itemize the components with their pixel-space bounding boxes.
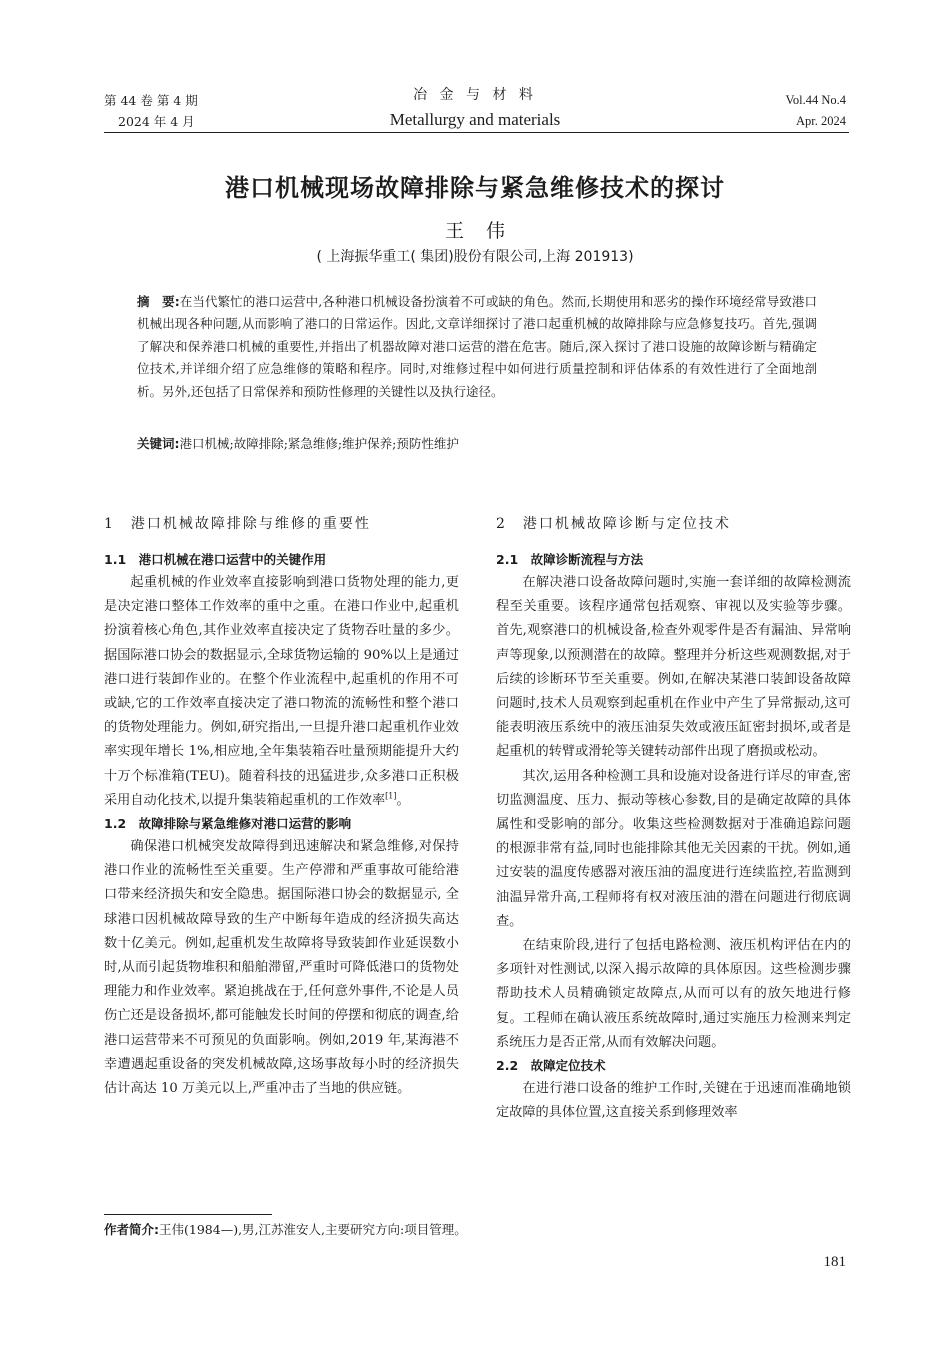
abstract-label: 摘 要: bbox=[137, 294, 180, 309]
issue-date: 2024 年 4 月 bbox=[118, 114, 195, 129]
section-2-1-paragraph-1: 在解决港口设备故障问题时,实施一套详细的故障检测流程至关重要。该程序通常包括观察、审视以及实验等步骤。首先,观察港口的机械设备,检查外观零件是否有漏油、异常响声等现象,以预测潜在的故障。整理并分析这些观测数据,对于后续的诊断环节至关重要。例如,在解决某港口装卸设备故障问题时,技术人员观察到起重机在作业中产生了异常振动,这可能表明液压系统中的液压油泵失效或液压缸密封损坏,或者是起重机的转臂或滑轮等关键转动部件出现了磨损或松动。 bbox=[496, 575, 851, 760]
journal-name-cn: 冶 金 与 材 料 bbox=[413, 87, 537, 103]
volume-issue-en: Vol.44 No.4 bbox=[785, 93, 846, 107]
section-2-2-paragraph: 在进行港口设备的维护工作时,关键在于迅速而准确地锁定故障的具体位置,这直接关系到修理效率 bbox=[496, 1081, 851, 1121]
citation-ref: [1] bbox=[385, 791, 397, 801]
author-footnote bbox=[104, 1220, 467, 1240]
section-2-1-paragraph-2: 其次,运用各种检测工具和设施对设备进行详尽的审查,密切监测温度、压力、振动等核心参数,目的是确定故障的具体属性和受影响的部分。收集这些检测数据对于准确追踪问题的根源非常有益,同时也能排除其他无关因素的干扰。例如,通过安装的温度传感器对液压油的温度进行连续监控,若监测到油温异常升高,工程师将有权对液压油的潜在问题进行彻底调查。 bbox=[496, 768, 851, 929]
running-header-right bbox=[785, 90, 846, 132]
section-2-1-paragraph-3: 在结束阶段,进行了包括电路检测、液压机构评估在内的多项针对性测试,以深入揭示故障的具体原因。这些检测步骤帮助技术人员精确锁定故障点,从而可以有的放矢地进行修复。工程师在确认液压系统故障时,通过实施压力检测来判定系统压力是否正常,从而有效解决问题。 bbox=[496, 938, 851, 1050]
section-1-1-heading: 1.1 港口机械在港口运营中的关键作用 bbox=[104, 552, 327, 567]
footnote-label: 作者简介: bbox=[104, 1222, 159, 1237]
section-1-1-paragraph bbox=[104, 571, 459, 813]
footnote-rule bbox=[104, 1214, 272, 1215]
keywords-label: 关键词: bbox=[137, 436, 180, 451]
paper-title: 港口机械现场故障排除与紧急维修技术的探讨 bbox=[225, 174, 725, 202]
author-name: 王伟 bbox=[444, 220, 527, 242]
keywords bbox=[137, 434, 817, 454]
header-rule bbox=[104, 132, 849, 133]
section-1-1-end: 。 bbox=[396, 792, 410, 808]
section-2-2-heading: 2.2 故障定位技术 bbox=[496, 1058, 606, 1074]
section-1-heading: 1 港口机械故障排除与维修的重要性 bbox=[104, 516, 371, 532]
page-number: 181 bbox=[823, 1254, 846, 1270]
section-1-2-paragraph: 确保港口机械突发故障得到迅速解决和紧急维修,对保持港口作业的流畅性至关重要。生产停滞和严重事故可能给港口带来经济损失和安全隐患。据国际港口协会的数据显示, 全球港口因机械故障导致的生产中断每年造成的经济损失高达数十亿美元。例如,起重机发生故障将导致装卸作业延误数小时,从而引起货物堆积和船舶滞留,严重时可降低港口的货物处理能力和作业效率。紧迫挑战在于,任何意外事件,不论是人员伤亡还是设备损坏,都可能触发长时间的停摆和彻底的调查,给港口运营带来不可预见的负面影响。例如,2019 年,某海港不幸遭遇起重设备的突发机械故障,这场事故每小时的经济损失估计高达 10 万美元以上,严重冲击了当地的供应链。 bbox=[104, 839, 459, 1097]
footnote-text: 王伟(1984—),男,江苏淮安人,主要研究方向:项目管理。 bbox=[159, 1222, 467, 1237]
section-1-1-text: 起重机械的作业效率直接影响到港口货物处理的能力,更是决定港口整体工作效率的重中之重。在港口作业中,起重机扮演着核心角色,其作业效率直接决定了货物吞吐量的多少。据国际港口协会的数据显示,全球货物运输的 90%以上是通过港口进行装卸作业的。在整个作业流程中,起重机的作用不可或缺,它的工作效率直接决定了港口物流的流畅性和整个港口的货物处理能力。例如,研究指出,一旦提升港口起重机作业效率实现年增长 1%,相应地,全年集装箱吞吐量预期能提升大约十万个标准箱(TEU)。随着科技的迅猛进步,众多港口正积极采用自动化技术,以提升集装箱起重机的工作效率 bbox=[104, 575, 459, 808]
author-affiliation: ( 上海振华重工( 集团)股份有限公司,上海 201913) bbox=[316, 249, 634, 265]
right-column bbox=[496, 514, 851, 1125]
abstract bbox=[137, 291, 817, 403]
volume-issue: 第 44 卷 第 4 期 bbox=[104, 93, 198, 108]
section-2-heading: 2 港口机械故障诊断与定位技术 bbox=[496, 516, 731, 532]
section-2-1-heading: 2.1 故障诊断流程与方法 bbox=[496, 552, 644, 567]
keywords-text: 港口机械;故障排除;紧急维修;维护保养;预防性维护 bbox=[179, 436, 459, 451]
issue-date-en: Apr. 2024 bbox=[796, 114, 846, 128]
abstract-text: 在当代繁忙的港口运营中,各种港口机械设备扮演着不可或缺的角色。然而,长期使用和恶劣的操作环境经常导致港口机械出现各种问题,从而影响了港口的日常运作。因此,文章详细探讨了港口起重机械的故障排除与应急修复技巧。首先,强调了解决和保养港口机械的重要性,并指出了机器故障对港口运营的潜在危害。随后,深入探讨了港口设施的故障诊断与精确定位技术,并详细介绍了应急维修的策略和程序。同时,对维修过程中如何进行质量控制和评估体系的有效性进行了全面地剖析。另外,还包括了日常保养和预防性修理的关键性以及执行途径。 bbox=[137, 294, 817, 399]
left-column bbox=[104, 514, 459, 1101]
journal-name-en: Metallurgy and materials bbox=[389, 110, 561, 129]
section-1-2-heading: 1.2 故障排除与紧急维修对港口运营的影响 bbox=[104, 816, 352, 832]
